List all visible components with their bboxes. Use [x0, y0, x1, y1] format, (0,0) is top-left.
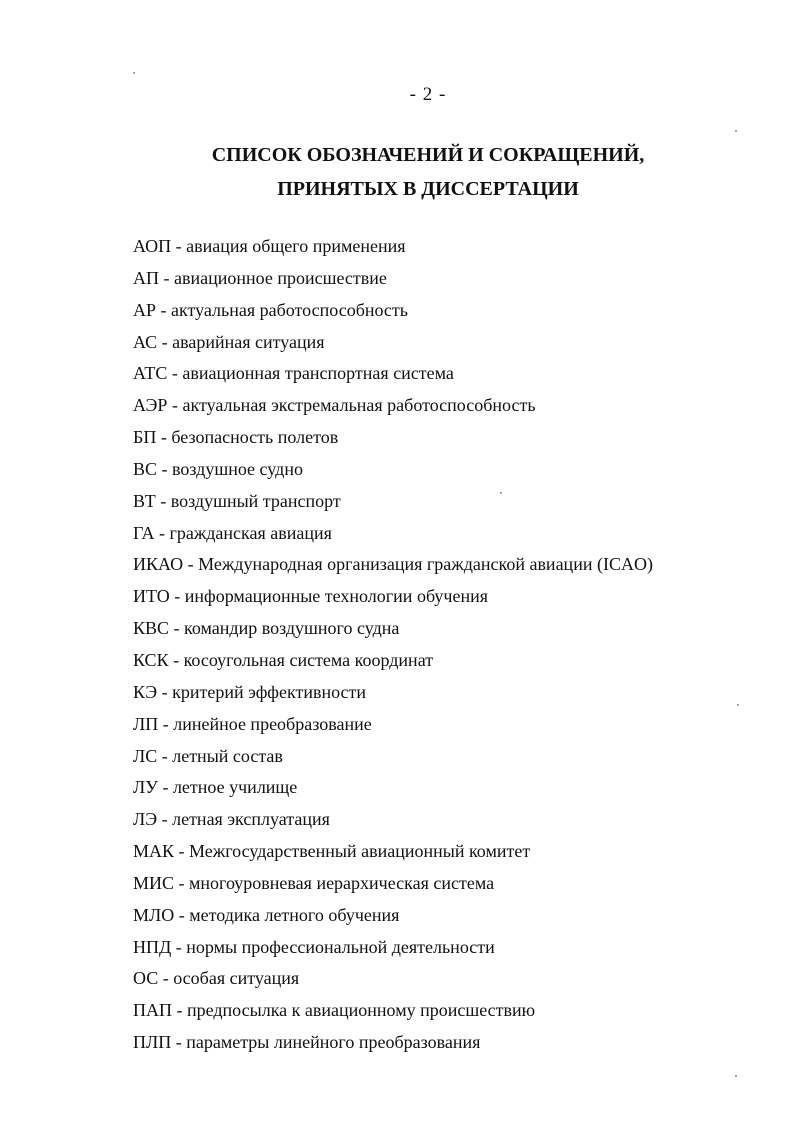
separator: - — [157, 745, 173, 766]
separator: - — [168, 649, 184, 670]
separator: - — [172, 1000, 187, 1021]
list-item — [133, 454, 653, 486]
abbreviation: ЛС — [133, 745, 158, 766]
meaning: параметры линейного преобразования — [186, 1032, 481, 1053]
separator: - — [183, 554, 199, 575]
list-item — [133, 963, 653, 995]
scan-speck — [500, 492, 502, 494]
meaning: воздушное судно — [172, 458, 303, 479]
abbreviation: КВС — [133, 618, 170, 639]
list-item — [133, 358, 653, 390]
list-item — [133, 804, 653, 836]
list-item — [133, 741, 653, 773]
abbreviation: КСК — [133, 649, 169, 670]
meaning: летное училище — [172, 777, 298, 798]
list-item — [133, 1027, 653, 1059]
separator: - — [158, 713, 174, 734]
abbreviation: ВС — [133, 458, 158, 479]
abbreviation: АП — [133, 267, 159, 288]
separator: - — [156, 427, 172, 448]
abbreviation: ПАП — [133, 1000, 172, 1021]
title-line-1: СПИСОК ОБОЗНАЧЕНИЙ И СОКРАЩЕНИЙ, — [211, 144, 645, 166]
abbreviation: АР — [133, 299, 157, 320]
meaning: авиационная транспортная система — [182, 363, 454, 384]
meaning: авиационное происшествие — [174, 267, 387, 288]
meaning: аварийная ситуация — [172, 331, 325, 352]
meaning: воздушный транспорт — [170, 490, 341, 511]
separator: - — [154, 522, 170, 543]
list-item — [133, 709, 653, 741]
list-item — [133, 518, 653, 550]
separator: - — [159, 267, 174, 288]
separator: - — [157, 331, 173, 352]
meaning: летная эксплуатация — [172, 809, 330, 830]
abbreviation: КЭ — [133, 681, 158, 702]
meaning: многоуровневая иерархическая система — [189, 872, 495, 893]
abbreviation: МАК — [133, 841, 175, 862]
meaning: гражданская авиация — [169, 522, 332, 543]
separator: - — [169, 586, 185, 607]
page-number: - 2 - — [409, 84, 447, 105]
separator: - — [174, 872, 190, 893]
meaning: нормы профессиональной деятельности — [186, 936, 495, 957]
abbreviation: ЛУ — [133, 777, 158, 798]
list-item — [133, 231, 653, 263]
abbreviation: ИКАО — [133, 554, 184, 575]
meaning: командир воздушного судна — [184, 618, 400, 639]
separator: - — [156, 299, 172, 320]
list-item — [133, 900, 653, 932]
meaning: авиация общего применения — [186, 236, 406, 256]
list-item — [133, 613, 653, 645]
list-item — [133, 645, 653, 677]
separator: - — [157, 809, 173, 830]
abbreviation: МЛО — [133, 904, 175, 925]
abbreviation: МИС — [133, 872, 175, 893]
scan-speck — [735, 130, 737, 132]
meaning: критерий эффективности — [172, 681, 367, 702]
abbreviation: ЛЭ — [133, 809, 158, 830]
separator: - — [167, 363, 183, 384]
list-item — [133, 772, 653, 804]
meaning: Международная организация гражданской авиации (ICAO) — [198, 554, 653, 575]
list-item — [133, 422, 653, 454]
scan-speck — [133, 72, 135, 74]
separator: - — [171, 1032, 187, 1053]
list-item — [133, 868, 653, 900]
meaning: линейное преобразование — [173, 713, 372, 734]
separator: - — [157, 777, 173, 798]
separator: - — [157, 458, 173, 479]
list-item — [133, 836, 653, 868]
separator: - — [155, 490, 171, 511]
abbreviation: ЛП — [133, 713, 159, 734]
separator: - — [171, 936, 187, 957]
separator: - — [169, 618, 185, 639]
list-item — [133, 295, 653, 327]
meaning: предпосылка к авиационному происшествию — [187, 1000, 536, 1021]
list-item — [133, 932, 653, 964]
abbreviation: БП — [133, 427, 157, 448]
meaning: косоугольная система координат — [183, 649, 434, 670]
page-title — [0, 138, 793, 206]
list-item — [133, 581, 653, 613]
list-item — [133, 390, 653, 422]
list-item — [133, 263, 653, 295]
abbreviation: НПД — [133, 936, 172, 957]
abbreviation: ВТ — [133, 490, 156, 511]
meaning: особая ситуация — [173, 968, 300, 989]
title-line-2: ПРИНЯТЫХ В ДИССЕРТАЦИИ — [277, 178, 579, 200]
abbreviation: АЭР — [133, 395, 168, 416]
separator: - — [167, 395, 183, 416]
separator: - — [174, 904, 190, 925]
meaning: Межгосударственный авиационный комитет — [189, 841, 531, 862]
meaning: летный состав — [172, 745, 283, 766]
separator: - — [171, 236, 187, 256]
abbreviation: ГА — [133, 522, 155, 543]
abbreviation: ОС — [133, 968, 159, 989]
separator: - — [158, 968, 174, 989]
meaning: безопасность полетов — [171, 427, 339, 448]
abbreviation: ИТО — [133, 586, 170, 607]
abbreviation: АС — [133, 331, 158, 352]
abbreviation: АОП — [133, 236, 172, 256]
list-item — [133, 327, 653, 359]
meaning: актуальная работоспособность — [171, 299, 408, 320]
abbreviation: АТС — [133, 363, 168, 384]
list-item — [133, 486, 653, 518]
list-item — [133, 549, 653, 581]
scan-speck — [735, 1075, 737, 1077]
meaning: информационные технологии обучения — [184, 586, 488, 607]
abbreviation-list — [133, 231, 653, 1059]
meaning: методика летного обучения — [189, 904, 400, 925]
separator: - — [174, 841, 190, 862]
separator: - — [157, 681, 173, 702]
list-item — [133, 995, 653, 1027]
meaning: актуальная экстремальная работоспособность — [182, 395, 536, 416]
scan-speck — [737, 704, 739, 706]
list-item — [133, 677, 653, 709]
abbreviation: ПЛП — [133, 1032, 172, 1053]
